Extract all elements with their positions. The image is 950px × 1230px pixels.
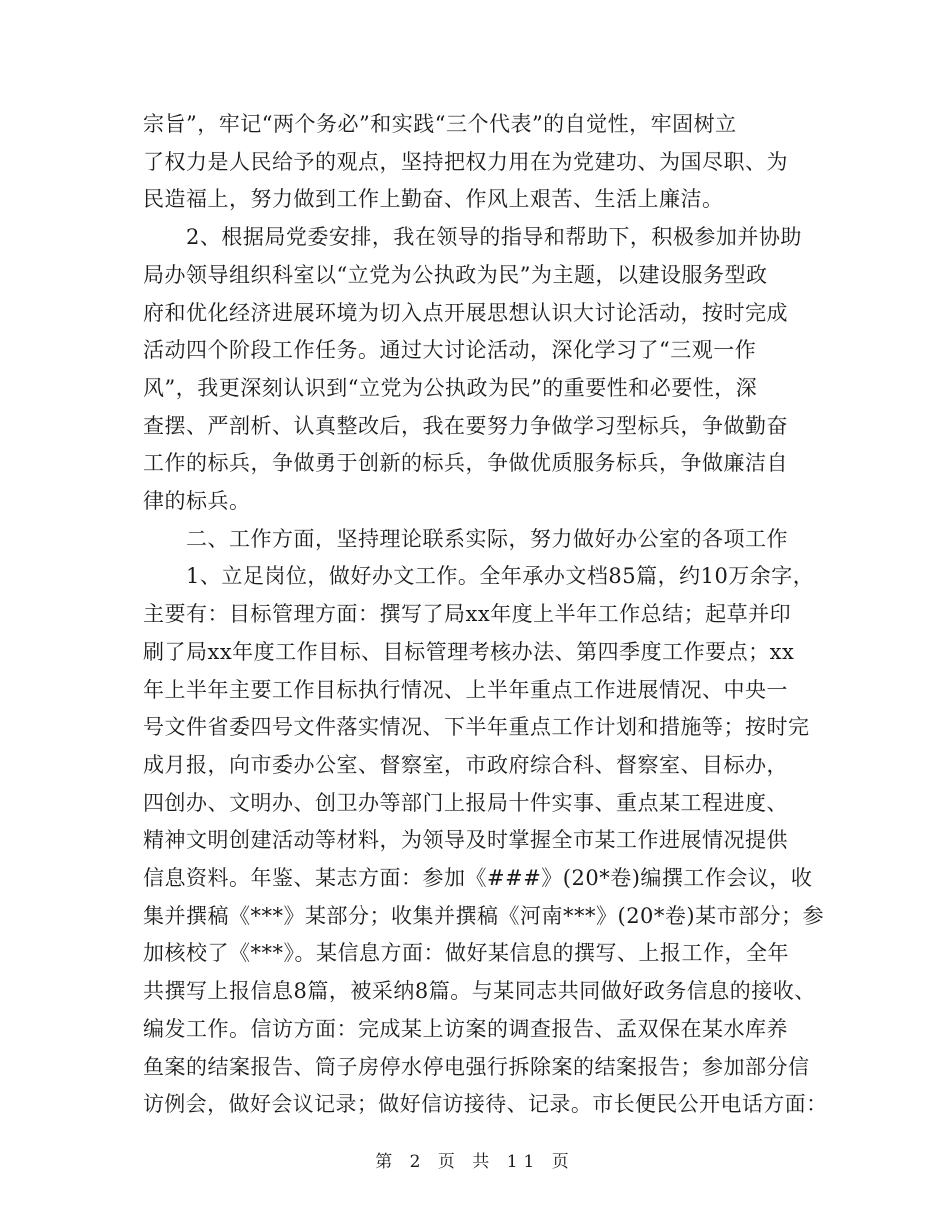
text-line: 活动四个阶段工作任务。通过大讨论活动，深化学习了“三观一作 <box>143 338 757 363</box>
text-line: 了权力是人民给予的观点，坚持把权力用在为党建功、为国尽职、为 <box>143 149 788 174</box>
text-line: 局办领导组织科室以“立党为公执政为民”为主题，以建设服务型政 <box>143 262 768 287</box>
text-line: 律的标兵。 <box>143 489 251 513</box>
text-line: 集并撰稿《***》某部分；收集并撰稿《河南***》(20*卷)某市部分；参 <box>143 903 825 928</box>
text-line: 信息资料。年鉴、某志方面：参加《###》(20*卷)编撰工作会议，收 <box>143 866 813 890</box>
text-line: 民造福上，努力做到工作上勤奋、作风上艰苦、生活上廉洁。 <box>143 187 724 212</box>
text-line: 府和优化经济进展环境为切入点开展思想认识大讨论活动，按时完成 <box>143 300 788 325</box>
text-line: 编发工作。信访方面：完成某上访案的调查报告、孟双保在某水库养 <box>143 1016 788 1041</box>
text-line: 主要有：目标管理方面：撰写了局xx年度上半年工作总结；起草并印 <box>143 602 792 627</box>
paragraph-start-line: 1、立足岗位，做好办文工作。全年承办文档85篇，约10万余字， <box>186 564 815 589</box>
text-line: 精神文明创建活动等材料，为领导及时掌握全市某工作进展情况提供 <box>143 828 788 853</box>
text-line: 加核校了《***》。某信息方面：做好某信息的撰写、上报工作，全年 <box>143 941 789 966</box>
section-heading: 二、工作方面，坚持理论联系实际，努力做好办公室的各项工作 <box>186 526 788 551</box>
text-line: 访例会，做好会议记录；做好信访接待、记录。市长便民公开电话方面： <box>143 1092 828 1117</box>
text-line: 工作的标兵，争做勇于创新的标兵，争做优质服务标兵，争做廉洁自 <box>143 451 788 476</box>
text-line: 共撰写上报信息8篇，被采纳8篇。与某同志共同做好政务信息的接收、 <box>143 979 816 1004</box>
text-line: 刷了局xx年度工作目标、目标管理考核办法、第四季度工作要点；xx <box>143 639 795 664</box>
text-line: 查摆、严剖析、认真整改后，我在要努力争做学习型标兵，争做勤奋 <box>143 413 788 438</box>
text-line: 年上半年主要工作目标执行情况、上半年重点工作进展情况、中央一 <box>143 677 788 702</box>
paragraph-start-line: 2、根据局党委安排，我在领导的指导和帮助下，积极参加并协助 <box>186 225 802 250</box>
text-line: 风”，我更深刻认识到“立党为公执政为民”的重要性和必要性，深 <box>143 375 758 400</box>
text-line: 宗旨”，牢记“两个务必”和实践“三个代表”的自觉性，牢固树立 <box>143 112 737 136</box>
page-number-footer: 第 2 页 共 11 页 <box>375 1152 575 1172</box>
text-line: 成月报，向市委办公室、督察室，市政府综合科、督察室、目标办， <box>143 752 788 777</box>
text-line: 四创办、文明办、创卫办等部门上报局十件实事、重点某工程进度、 <box>143 790 788 815</box>
text-line: 鱼案的结案报告、筒子房停水停电强行拆除案的结案报告；参加部分信 <box>143 1054 810 1079</box>
text-line: 号文件省委四号文件落实情况、下半年重点工作计划和措施等；按时完 <box>143 715 810 740</box>
